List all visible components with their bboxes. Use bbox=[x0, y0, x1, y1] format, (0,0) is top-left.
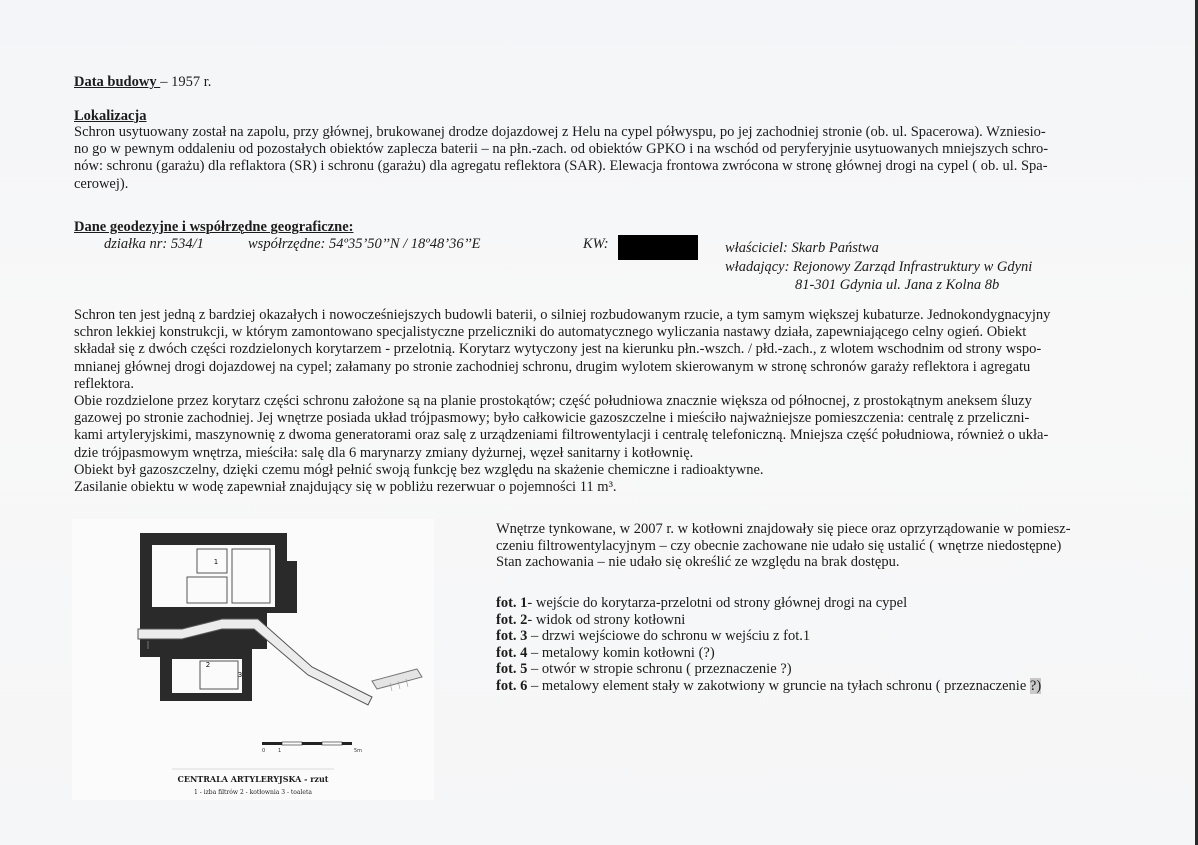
scale-bar bbox=[262, 742, 362, 754]
description-line: składał się z dwóch części rozdzielonych korytarzem - przelotnią. Korytarz wytyczony jest na kierunku płn.-wszch. / płd.-zach., z wlotem wschodnim od strony wspo- bbox=[74, 341, 1042, 358]
data-budowy-label: Data budowy bbox=[74, 74, 161, 90]
lokalizacja-paragraph bbox=[74, 124, 1134, 193]
photo-item: fot. 6 – metalowy element stały w zakotwiony w gruncie na tyłach schronu ( przeznaczenie ?) bbox=[496, 677, 1042, 694]
data-budowy-line bbox=[74, 74, 211, 90]
lokalizacja-line: Schron usytuowany został na zapolu, przy głównej, brukowanej drodze dojazdowej z Helu na cypel półwyspu, po jej zachodniej stronie (ob. ul. Spacerowa). Wzniesio- bbox=[74, 124, 1046, 140]
description-line: reflektora. bbox=[74, 375, 134, 392]
condition-line: Stan zachowania – nie udało się określić ze względu na brak dostępu. bbox=[496, 554, 900, 570]
dzialka-number: działka nr: 534/1 bbox=[104, 236, 204, 252]
floor-plan-figure bbox=[72, 519, 434, 800]
plan-room-label: 1 bbox=[213, 558, 219, 566]
plan-room-label: 3 bbox=[237, 671, 243, 679]
administrator: władający: Rejonowy Zarząd Infrastruktury w Gdyni bbox=[725, 259, 1033, 275]
condition-line: czeniu filtrowentylacyjnym – czy obecnie zachowane nie udało się ustalić ( wnętrze niedostępne) bbox=[496, 537, 1062, 554]
highlighted-text: ?) bbox=[1029, 677, 1042, 694]
plan-legend: 1 - izba filtrów 2 - kotłownia 3 - toaleta bbox=[194, 789, 312, 796]
administrator-address: 81-301 Gdynia ul. Jana z Kolna 8b bbox=[795, 277, 1000, 293]
plan-title: CENTRALA ARTYLERYJSKA - rzut bbox=[177, 774, 329, 784]
description-line: kami artyleryjskimi, maszynownię z dwoma generatorami oraz salę z urządzeniami filtrowentylacji i centralę telefoniczną. Mniejsza część południowa, również o ukła- bbox=[74, 427, 1049, 444]
lokalizacja-line: nów: schronu (garażu) dla reflaktora (SR) i schronu (garażu) dla agregatu reflektora (SAR). Elewacja frontowa zwrócona w stronę głównej drogi na cypel ( ob. ul. Spa- bbox=[74, 158, 1048, 175]
redacted-block bbox=[618, 235, 698, 260]
description-line: Obiekt był gazoszczelny, dzięki czemu mógł pełnić swoją funkcję bez względu na skażenie chemiczne i radioaktywne. bbox=[74, 461, 764, 478]
lokalizacja-heading: Lokalizacja bbox=[74, 108, 147, 124]
scale-label: 5m bbox=[354, 748, 363, 754]
kw-label: KW: bbox=[583, 236, 609, 252]
scale-label: 1 bbox=[278, 748, 282, 754]
description-line: gazowej po stronie zachodniej. Jej wnętrze posiada układ trójpasmowy; było całkowicie gazoszczelne i mieściło najważniejsze pomieszczenia: centralę z przeliczni- bbox=[74, 410, 1030, 427]
description-line: Zasilanie obiektu w wodę zapewniał znajdujący się w pobliżu rezerwuar o pojemności 11 m³. bbox=[74, 479, 617, 496]
condition-block bbox=[496, 521, 1071, 571]
photo-item: fot. 3 – drzwi wejściowe do schronu w wejściu z fot.1 bbox=[496, 628, 811, 644]
coordinates: współrzędne: 54º35’50’’N / 18º48’36’’E bbox=[248, 236, 481, 252]
owner: właściciel: Skarb Państwa bbox=[725, 240, 879, 256]
photo-item: fot. 4 – metalowy komin kotłowni (?) bbox=[496, 644, 715, 661]
description-paragraph bbox=[74, 307, 1134, 496]
plan-room-label: 2 bbox=[205, 661, 211, 669]
floor-plan-drawing bbox=[72, 519, 434, 800]
geodezja-heading: Dane geodezyjne i współrzędne geograficzne: bbox=[74, 219, 354, 235]
description-line: Obie rozdzielone przez korytarz części schronu założone są na planie prostokątów; część południowa znacznie większa od północnej, z prostokątnym aneksem śluzy bbox=[74, 393, 1032, 410]
lokalizacja-line: cerowej). bbox=[74, 175, 129, 192]
photo-item: fot. 5 – otwór w stropie schronu ( przeznaczenie ?) bbox=[496, 661, 792, 677]
description-line: Schron ten jest jedną z bardziej okazałych i nowocześniejszych budowli baterii, o silniej rozbudowanym rzucie, a tym samym większej kubaturze. Jednokondygnacyjny bbox=[74, 307, 1051, 323]
photo-item: fot. 1- wejście do korytarza-przelotni od strony głównej drogi na cypel bbox=[496, 595, 908, 611]
condition-line: Wnętrze tynkowane, w 2007 r. w kotłowni znajdowały się piece oraz oprzyrządowanie w pomiesz- bbox=[496, 521, 1071, 537]
data-budowy-value: – 1957 r. bbox=[160, 74, 212, 90]
description-line: mnianej głównej drogi dojazdowej na cypel; załamany po stronie zachodniej schronu, drugim wylotem skierowanym w stronę schronów garaży reflektora i agregatu bbox=[74, 358, 1031, 375]
description-line: schron lekkiej konstrukcji, w którym zamontowano specjalistyczne przeliczniki do automatycznego wyliczania nastawy działa, zapewniającego celny ogień. Obiekt bbox=[74, 324, 1027, 341]
description-line: dzie trójpasmowym wnętrza, mieściła: salę dla 6 marynarzy zmiany dyżurnej, węzeł sanitarny i kotłownię. bbox=[74, 444, 694, 461]
photo-list bbox=[496, 595, 1041, 694]
scale-label: 0 bbox=[262, 748, 266, 754]
lokalizacja-line: no go w pewnym oddaleniu od pozostałych obiektów zaplecza baterii – na płn.-zach. od obiektów GPKO i na wschód od peryferyjnie usytuowanych mniejszych schro- bbox=[74, 141, 1049, 158]
photo-item: fot. 2- widok od strony kotłowni bbox=[496, 611, 686, 628]
